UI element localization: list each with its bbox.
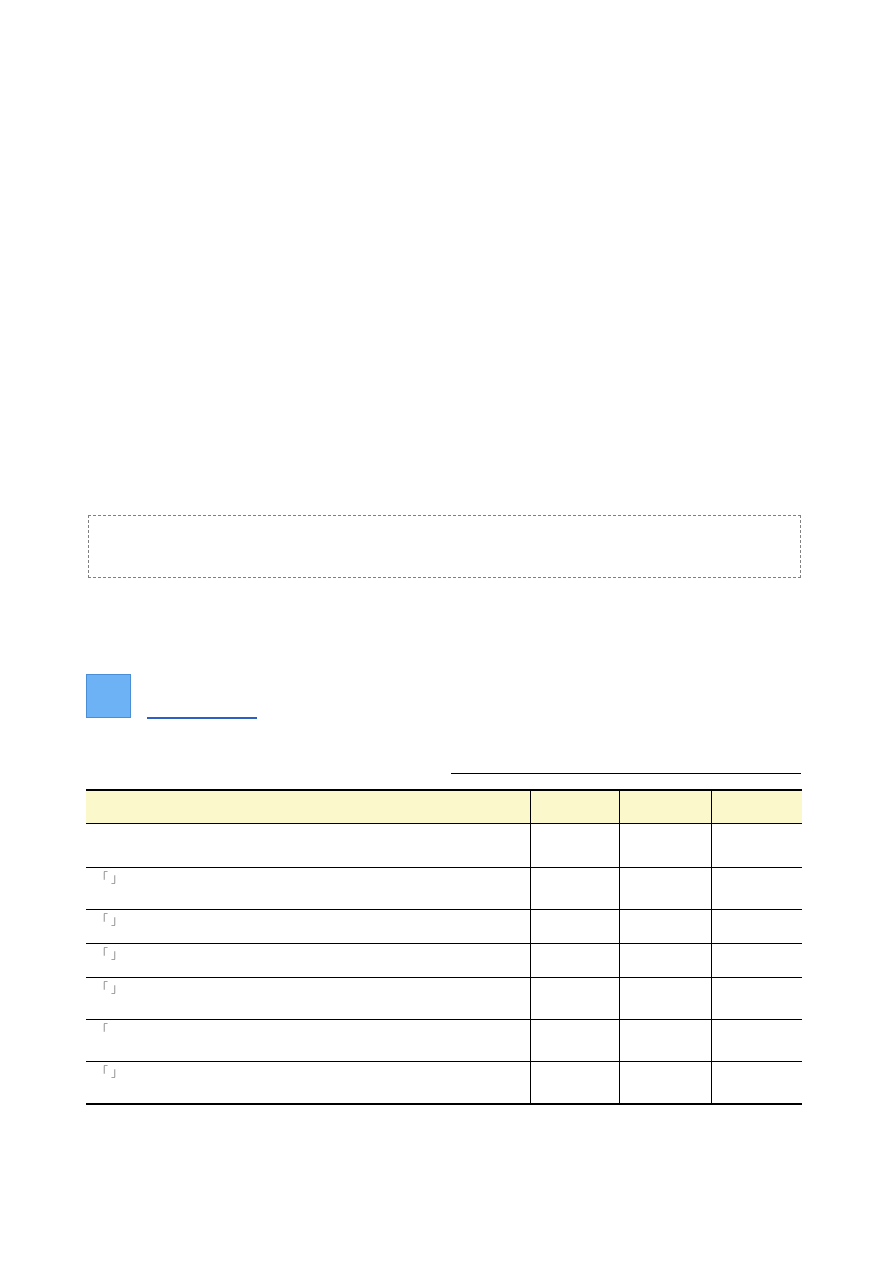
table-cell-value-2 [619, 978, 711, 1020]
table-cell-label: 「 」 [86, 910, 530, 944]
table-cell-value-3 [711, 944, 802, 978]
table-cell-label: 「 」 [86, 868, 530, 910]
table-cell-label: 「 」 [86, 944, 530, 978]
note-box [88, 515, 801, 578]
table-cell-label: 「 [86, 1020, 530, 1062]
table-cell-value-3 [711, 868, 802, 910]
table-header-cell-0 [86, 790, 530, 824]
table-cell-value-2 [619, 910, 711, 944]
table-cell-value-1 [530, 1062, 619, 1104]
table-header-row [86, 790, 802, 824]
table-cell-value-1 [530, 824, 619, 868]
table-header-cell-2 [619, 790, 711, 824]
table-cell-value-3 [711, 1020, 802, 1062]
table-row [86, 868, 802, 910]
table-row [86, 1062, 802, 1104]
table-cell-value-1 [530, 978, 619, 1020]
table-top-rule [451, 773, 801, 774]
table-row [86, 1020, 802, 1062]
table-row [86, 824, 802, 868]
table-cell-value-2 [619, 824, 711, 868]
table-cell-value-1 [530, 910, 619, 944]
table-cell-label [86, 824, 530, 868]
table-cell-value-2 [619, 868, 711, 910]
table-row [86, 944, 802, 978]
table-cell-value-2 [619, 1062, 711, 1104]
table-cell-value-3 [711, 824, 802, 868]
table-cell-value-1 [530, 944, 619, 978]
table-cell-value-2 [619, 944, 711, 978]
table-cell-value-1 [530, 1020, 619, 1062]
table-header-cell-1 [530, 790, 619, 824]
data-table [86, 789, 802, 1105]
table-cell-value-1 [530, 868, 619, 910]
table-header-cell-3 [711, 790, 802, 824]
note-box-text [89, 516, 800, 542]
table-row [86, 978, 802, 1020]
table-cell-label: 「 」 [86, 1062, 530, 1104]
section-marker [86, 674, 131, 718]
table-row [86, 910, 802, 944]
table-cell-value-3 [711, 1062, 802, 1104]
heading-link[interactable] [147, 697, 257, 719]
table-cell-label: 「 」 [86, 978, 530, 1020]
table-cell-value-2 [619, 1020, 711, 1062]
table-cell-value-3 [711, 910, 802, 944]
table-cell-value-3 [711, 978, 802, 1020]
